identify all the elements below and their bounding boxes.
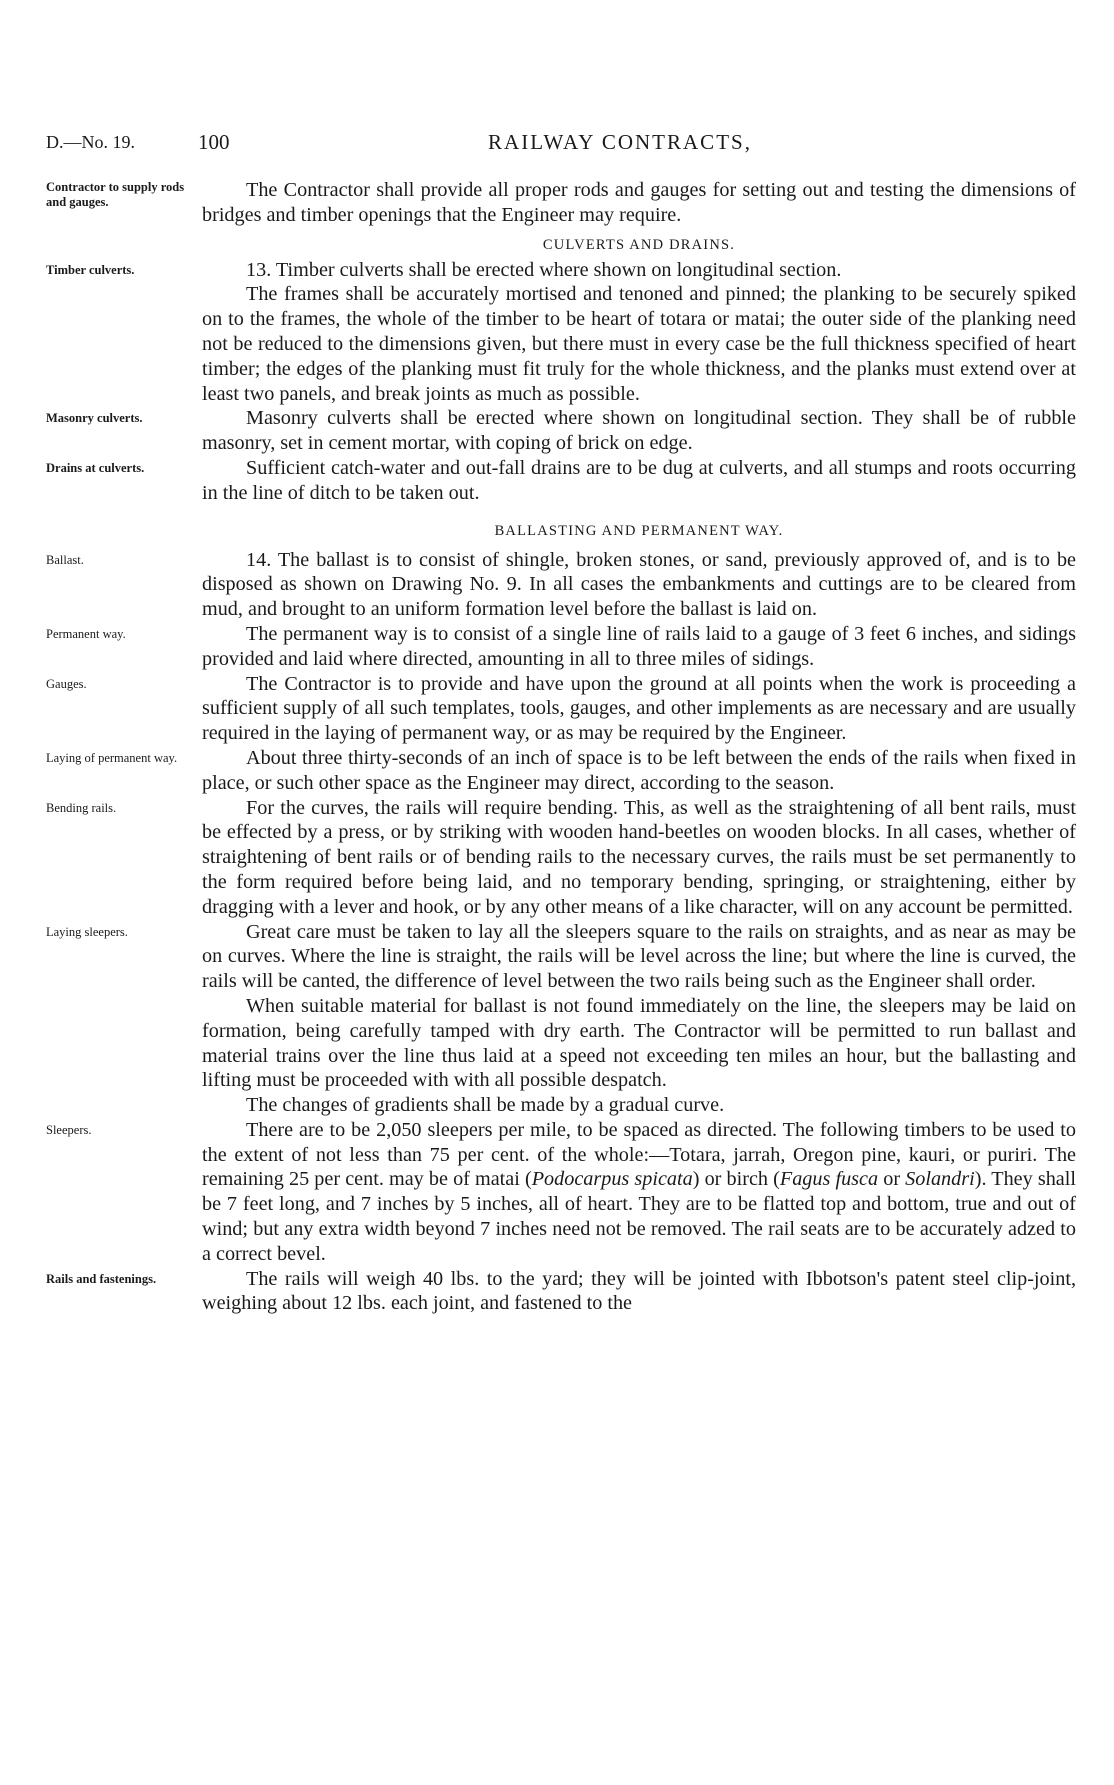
paragraph-timber-culverts: 13. Timber culverts shall be erected where shown on longitudinal section.	[246, 258, 842, 281]
paragraph-drains: Sufficient catch-water and out-fall drains are to be dug at culverts, and all stumps and roots occurring in the line of ditch to be taken out.	[202, 456, 1076, 504]
paragraph-gauges: The Contractor is to provide and have upon the ground at all points when the work is proceeding a sufficient supply of all such templates, tools, gauges, and other implements as are necessary and are usually required in the laying of permanent way, or as may be required by the Engineer.	[202, 672, 1076, 745]
paragraph-block	[46, 406, 1076, 456]
paragraph-block	[46, 282, 1076, 406]
section-heading-ballasting: BALLASTING AND PERMANENT WAY.	[494, 522, 784, 539]
paragraph-block	[46, 920, 1076, 994]
paragraph-rails: The rails will weigh 40 lbs. to the yard; they will be jointed with Ibbotson's patent steel clip-joint, weighing about 12 lbs. each joint, and fastened to the	[202, 1267, 1076, 1315]
page-body	[46, 178, 1076, 1316]
paragraph-block	[46, 1093, 1076, 1118]
paragraph-block	[46, 746, 1076, 796]
paragraph-frames: The frames shall be accurately mortised and tenoned and pinned; the planking to be securely spiked on to the frames, the whole of the timber to be heart of totara or matai; the outer side of the planking need not be reduced to the dimensions given, but there must in every case be the full thickness specified of heart timber; the edges of the planking must fit truly for the whole thickness, and the planks must extend over at least two panels, and break joints as much as possible.	[202, 283, 1076, 405]
paragraph-bending: For the curves, the rails will require bending. This, as well as the straightening of all bent rails, must be effected by a press, or by striking with wooden hand-beetles on wooden blocks. In all cases, whether of straightening of bent rails or of bending rails to the necessary curves, the rails must be set permanently to the form required before being laid, and no temporary bending, springing, or straightening, either by dragging with a lever and hook, or by any other means of a like character, will on any account be permitted.	[202, 796, 1076, 918]
sidenote-sleepers: Sleepers.	[46, 1122, 92, 1137]
paragraph-block	[46, 1118, 1076, 1267]
paragraph-block	[46, 548, 1076, 622]
sleepers-text-a: There are to be 2,050 sleepers per mile, to be spaced as directed. The following timbers to be used to the extent of not less than 75 per cent. of the whole:—Totara, jarrah, Oregon pine, kauri, or puriri. The remaining 25 per cent. may be of matai (	[202, 1118, 1076, 1191]
sleepers-text-b: ) or birch (	[692, 1168, 780, 1191]
sidenote-timber-culverts: Timber culverts.	[46, 262, 135, 277]
sidenote-laying-permanent-way: Laying of permanent way.	[46, 750, 178, 765]
paragraph-block	[46, 796, 1076, 920]
paragraph-block	[46, 994, 1076, 1093]
sleepers-text-c: or	[878, 1168, 906, 1191]
paragraph-gradients: The changes of gradients shall be made by a gradual curve.	[246, 1094, 725, 1117]
latin-name-podocarpus: Podocarpus spicata	[531, 1168, 693, 1191]
page-header	[40, 128, 1080, 158]
section-heading-culverts: CULVERTS AND DRAINS.	[542, 236, 736, 253]
paragraph-sleepers	[202, 1118, 1076, 1267]
paragraph-masonry: Masonry culverts shall be erected where shown on longitudinal section. They shall be of rubble masonry, set in cement mortar, with coping of brick on edge.	[202, 407, 1076, 455]
sidenote-rails-fastenings: Rails and fastenings.	[46, 1271, 157, 1286]
sidenote-permanent-way: Permanent way.	[46, 626, 126, 641]
paragraph-block	[46, 622, 1076, 672]
paragraph-permanent-way: The permanent way is to consist of a single line of rails laid to a gauge of 3 feet 6 inches, and sidings provided and laid where directed, amounting in all to three miles of sidings.	[202, 622, 1076, 670]
document-reference: D.—No. 19.	[46, 132, 135, 152]
latin-name-fagus: Fagus fusca	[779, 1168, 879, 1191]
paragraph-laying-sleepers: Great care must be taken to lay all the sleepers square to the rails on straights, and as near as may be on curves. Where the line is straight, the rails will be level across the line; but where the line is curved, the rails will be canted, the difference of level between the two rails being such as the Engineer shall order.	[202, 920, 1076, 993]
paragraph-block	[46, 1267, 1076, 1317]
sidenote-bending-rails: Bending rails.	[46, 800, 117, 815]
paragraph-suitable-material: When suitable material for ballast is not found immediately on the line, the sleepers may be laid on formation, being carefully tamped with dry earth. The Contractor will be permitted to run ballast and material trains over the line thus laid at a speed not exceeding ten miles an hour, but the ballasting and lifting must be proceeded with with all possible despatch.	[202, 994, 1076, 1092]
paragraph-block	[46, 672, 1076, 746]
sidenote-drains: Drains at culverts.	[46, 460, 145, 475]
paragraph-block	[46, 456, 1076, 506]
sidenote-gauges: Gauges.	[46, 676, 87, 691]
sidenote-masonry-culverts: Masonry culverts.	[46, 411, 143, 426]
paragraph-ballast: 14. The ballast is to consist of shingle, broken stones, or sand, previously approved of, and is to be disposed as shown on Drawing No. 9. In all cases the embankments and cuttings are to be cleared from mud, and brought to an uniform formation level before the ballast is laid on.	[202, 548, 1076, 621]
paragraph-block	[46, 178, 1076, 228]
running-title: RAILWAY CONTRACTS,	[488, 130, 752, 154]
sleepers-text-d: ). They shall be 7 feet long, and 7 inches by 5 inches, all of heart. They are to be flatted top and bottom, true and out of wind; but any extra width beyond 7 inches need not be removed. The rail seats are to be accurately adzed to a correct bevel.	[202, 1168, 1076, 1265]
sidenote-laying-sleepers: Laying sleepers.	[46, 924, 128, 939]
sidenote-ballast: Ballast.	[46, 552, 84, 567]
paragraph-block	[46, 258, 1076, 283]
paragraph-laying: About three thirty-seconds of an inch of space is to be left between the ends of the rails when fixed in place, or such other space as the Engineer may direct, according to the season.	[202, 746, 1076, 794]
paragraph-rods: The Contractor shall provide all proper rods and gauges for setting out and testing the dimensions of bridges and timber openings that the Engineer may require.	[202, 179, 1076, 226]
sidenote-rods: Contractor to supply rods and gauges.	[46, 180, 185, 209]
page-number: 100	[198, 130, 230, 154]
latin-name-solandri: Solandri	[905, 1168, 975, 1191]
